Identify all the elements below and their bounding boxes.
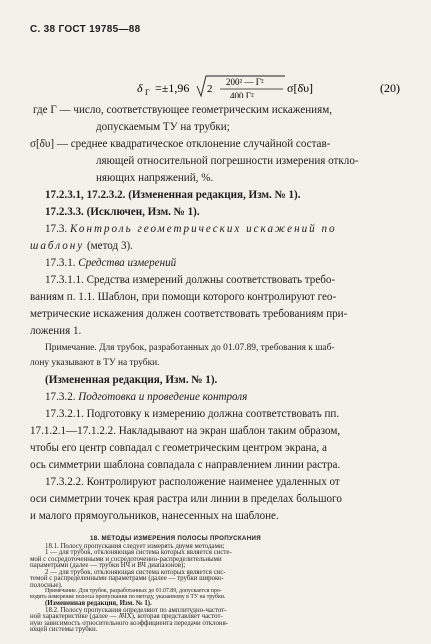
- paragraph-line: параметрами (далее — трубки НЧ и ВЧ диапазонов);: [30, 562, 186, 569]
- note-line: водить измерение полосы пропускания по методу, указанному в ТУ на трубки.: [30, 593, 226, 600]
- paragraph-line: мой с сосредоточенными и сосредоточенно-распределительными: [30, 555, 222, 563]
- heading-17-3-1: 17.3.1. Средства измерений: [45, 257, 177, 269]
- definition-gamma: где Г — число, соответствующее геометрическим искажениям,: [33, 104, 333, 116]
- definition-sigma-cont-2: няющих напряжений, %.: [96, 172, 214, 184]
- heading-17-3: 17.3. Контроль геометрических искажений по: [45, 223, 337, 235]
- note-line: лону указывают в ТУ на трубки.: [30, 358, 160, 368]
- section-heading-18: 18. МЕТОДЫ ИЗМЕРЕНИЯ ПОЛОСЫ ПРОПУСКАНИЯ: [90, 535, 261, 542]
- paragraph-line: чтобы его центр совпадал с геометрическим центром экрана, а: [30, 442, 327, 454]
- formula-denominator: 400 Г²: [230, 91, 254, 98]
- paragraph-line: 18.1. Полосу пропускания следует измерять двумя методами;: [45, 542, 225, 550]
- revision-17-2-3-1: 17.2.3.1, 17.2.3.2. (Измененная редакция, Изм. № 1).: [45, 189, 301, 201]
- formula-number: (20): [380, 81, 400, 95]
- note-line: Примечание. Для трубок, разработанных до 01.07.89, требования к шаб-: [45, 343, 335, 353]
- note-line: Примечание. Для трубок, разработанных до 01.07.89, допускается про-: [45, 587, 222, 594]
- paragraph-line: полосные).: [30, 581, 63, 589]
- revision-note: (Измененная редакция, Изм. № 1).: [45, 374, 218, 386]
- paragraph-line: 2 — для трубок, отклоняющая система которых является сис-: [45, 568, 226, 576]
- paragraph-line: ваниям п. 1.1. Шаблон, при помощи которого контролируют гео-: [30, 291, 337, 303]
- paragraph-line: 17.1.2.1—17.1.2.2. Накладывают на экран шаблон таким образом,: [30, 425, 341, 437]
- definition-sigma-cont-1: ляющей относительной погрешности измерения откло-: [96, 155, 359, 167]
- definition-sigma: σ[δ̇υ] — среднее квадратическое отклонение случайной состав-: [30, 138, 331, 150]
- heading-17-3-cont: шаблону (метод 3).: [30, 240, 133, 252]
- heading-17-3-2: 17.3.2. Подготовка и проведение контроля: [45, 391, 248, 403]
- clause-17-2-3-3: 17.2.3.3. (Исключен, Изм. № 1).: [45, 206, 200, 218]
- formula-coefficient: =±1,96: [155, 81, 190, 95]
- revision-note: (Измененная редакция, Изм. № 1).: [45, 600, 152, 608]
- formula-lhs: δ: [137, 81, 143, 95]
- paragraph-line: ложения 1.: [30, 325, 82, 337]
- paragraph-line: ось симметрии шаблона совпадала с направлением линии растра.: [30, 459, 341, 471]
- paragraph-line: и малого прямоугольников, нанесенных на шаблоне.: [30, 510, 279, 522]
- paragraph-line: ющей системы трубки.: [30, 626, 98, 633]
- formula-lhs-subscript: Г: [145, 88, 150, 97]
- paragraph-line: темой с распределенными параметрами (далее — трубки широко-: [30, 575, 224, 582]
- page-header: С. 38 ГОСТ 19785—88: [30, 24, 141, 35]
- paragraph-line: 18.2. Полосу пропускания определяют по амплитудно-частот-: [45, 606, 227, 614]
- paragraph-line: метрические искажения должен соответствовать требованиям при-: [30, 308, 348, 320]
- definition-gamma-cont: допускаемым ТУ на трубки;: [96, 121, 230, 133]
- paragraph-line: 17.3.1.1. Средства измерений должны соответствовать требо-: [45, 274, 336, 286]
- paragraph-line: 1 — для трубок, отклоняющая система которых является систе-: [45, 549, 232, 557]
- paragraph-line: ной характеристике (далее — АЧХ), которая представляет частот-: [30, 613, 223, 621]
- paragraph-line: ную зависимость относительного коэффициента передачи отклоня-: [30, 619, 229, 627]
- paragraph-line: оси симметрии точек края растра или линии в пределах большого: [30, 493, 342, 505]
- formula-sigma-term: σ[δ̇υ]: [287, 81, 314, 95]
- svg-text:2: 2: [207, 83, 213, 95]
- paragraph-line: 17.3.2.1. Подготовку к измерению должна соответствовать пп.: [45, 408, 340, 420]
- formula-numerator: 200² — Г²: [226, 77, 264, 87]
- formula-20: [0, 48, 431, 98]
- paragraph-line: 17.3.2.2. Контролируют расположение наименее удаленных от: [45, 476, 340, 488]
